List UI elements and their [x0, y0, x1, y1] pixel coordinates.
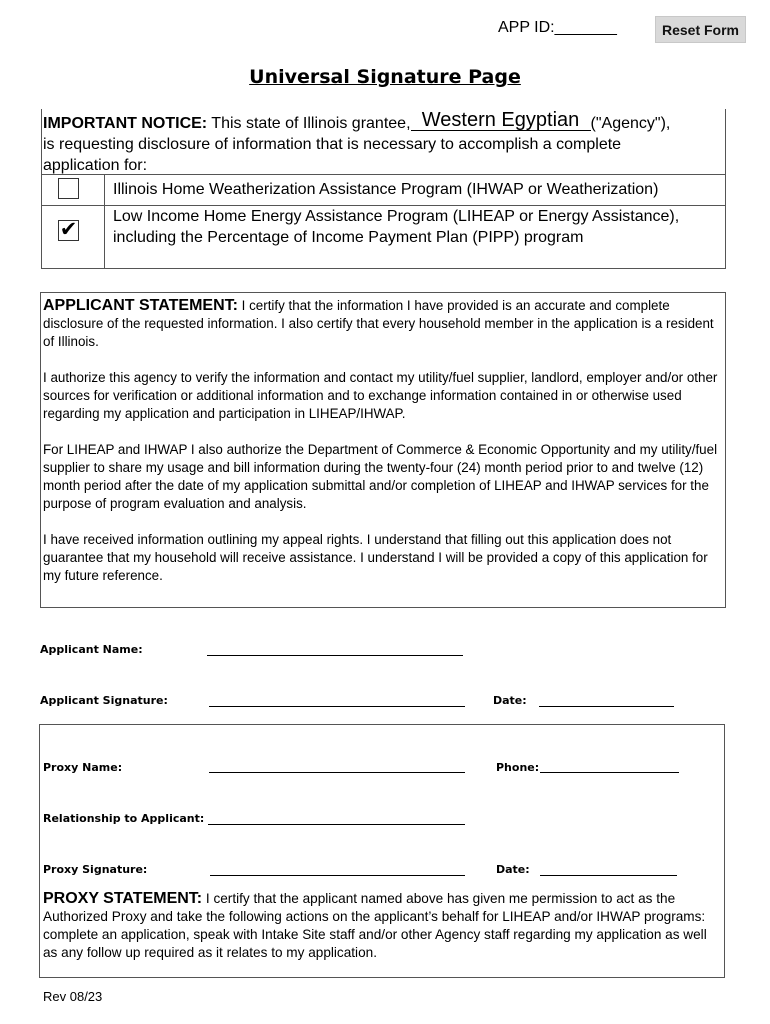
notice-line-2: is requesting disclosure of information that is necessary to accomplish a complete	[43, 136, 622, 153]
phone-label: Phone:	[496, 761, 540, 774]
proxy-date-label: Date:	[496, 863, 530, 876]
liheap-checkbox[interactable]: ✔	[59, 218, 78, 241]
notice-line-3: application for:	[43, 157, 148, 174]
reset-form-button[interactable]: Reset Form	[655, 16, 746, 43]
applicant-statement	[43, 297, 725, 603]
statement-heading: APPLICANT STATEMENT:	[43, 297, 238, 314]
proxy-signature-field[interactable]	[210, 875, 465, 876]
notice-heading: IMPORTANT NOTICE:	[43, 115, 208, 132]
proxy-statement-heading: PROXY STATEMENT:	[43, 890, 203, 907]
relationship-label: Relationship to Applicant:	[43, 812, 205, 825]
proxy-date-field[interactable]	[540, 875, 677, 876]
notice-text-before: This state of Illinois grantee,	[207, 115, 411, 132]
revision-label: Rev 08/23	[43, 989, 103, 1004]
applicant-signature-label: Applicant Signature:	[40, 694, 168, 707]
proxy-name-label: Proxy Name:	[43, 761, 123, 774]
proxy-statement	[43, 890, 723, 962]
ihwap-checkbox[interactable]	[58, 178, 79, 199]
liheap-label: Low Income Home Energy Assistance Program (LIHEAP or Energy Assistance), including the Percentage of Income Payment Plan (PIPP) program	[113, 208, 680, 246]
statement-p4: I have received information outlining my appeal rights. I understand that filling out this application does not guarantee that my household will receive assistance. I understand I will be provided a copy of this application for my future reference.	[43, 532, 708, 583]
grid-line	[104, 174, 105, 269]
notice-text-after: ("Agency"),	[590, 115, 671, 132]
proxy-name-field[interactable]	[209, 772, 465, 773]
notice-text	[43, 109, 733, 176]
applicant-signature-field[interactable]	[209, 706, 465, 707]
statement-p2: I authorize this agency to verify the information and contact my utility/fuel supplier, landlord, employer and/or other sources for verification or additional information and to exchange information contained in or otherwise used regarding my application and participation in LIHEAP/IHWAP.	[43, 370, 718, 421]
statement-p1: I certify that the information I have provided is an accurate and complete disclosure of the requested information. I also certify that every household member in the application is a resident of Illinois.	[43, 298, 714, 349]
statement-p3: For LIHEAP and IHWAP I also authorize the Department of Commerce & Economic Opportunity and my utility/fuel supplier to share my usage and bill information during the twenty-four (24) month period prior to and twelve (12) month period after the date of my application submittal and/or completion of LIHEAP and IHWAP services for the purpose of program evaluation and analysis.	[43, 442, 718, 511]
date-label: Date:	[493, 694, 527, 707]
proxy-signature-label: Proxy Signature:	[43, 863, 148, 876]
applicant-name-field[interactable]	[207, 655, 463, 656]
ihwap-label: Illinois Home Weatherization Assistance Program (IHWAP or Weatherization)	[113, 181, 659, 198]
grid-line	[41, 174, 726, 175]
page-title: Universal Signature Page	[249, 66, 521, 88]
relationship-field[interactable]	[208, 824, 465, 825]
phone-field[interactable]	[540, 772, 679, 773]
agency-field[interactable]: Western Egyptian	[411, 110, 591, 131]
proxy-statement-text: I certify that the applicant named above has given me permission to act as the Authorized Proxy and take the following actions on the applicant’s behalf for LIHEAP and/or IHWAP programs: complete an application, speak with Intake Site staff and/or other Agency staff regarding my application as well as any follow up required as it relates to my application.	[43, 891, 707, 960]
app-id-label: APP ID:_______	[498, 19, 617, 36]
applicant-name-label: Applicant Name:	[40, 643, 143, 656]
date-field[interactable]	[539, 706, 674, 707]
